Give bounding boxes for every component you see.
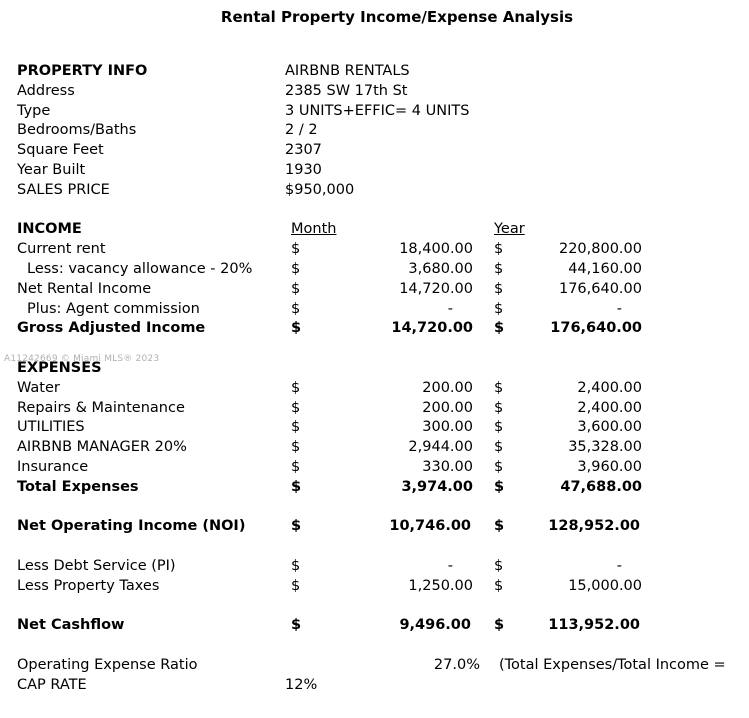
year-value: 2,400.00 [577,380,642,396]
currency-symbol: $ [494,459,504,475]
currency-symbol: $ [291,459,301,475]
month-value: 2,944.00 [408,439,473,455]
sales-price-label: SALES PRICE [17,182,110,198]
bedrooms-baths-value: 2 / 2 [285,122,318,138]
opex-ratio-label: Operating Expense Ratio [17,657,198,673]
currency-symbol: $ [291,261,301,277]
month-value: 3,974.00 [401,479,473,495]
currency-symbol: $ [494,241,504,257]
currency-symbol: $ [494,320,505,336]
currency-symbol: $ [291,578,301,594]
row-label: UTILITIES [17,419,85,435]
currency-symbol: $ [291,281,301,297]
row-label: Total Expenses [17,479,139,495]
month-value: 300.00 [422,419,473,435]
property-info-heading: PROPERTY INFO [17,63,148,79]
currency-symbol: $ [291,439,301,455]
year-value: 44,160.00 [568,261,642,277]
currency-symbol: $ [494,439,504,455]
row-label: Less Debt Service (PI) [17,558,176,574]
mls-watermark: A11242669 © Miami MLS® 2023 [4,354,160,364]
year-value: 220,800.00 [558,241,642,257]
year-built-value: 1930 [285,162,322,178]
year-built-label: Year Built [17,162,86,178]
row-label: Water [17,380,60,396]
opex-ratio-value: 27.0% [433,657,480,673]
month-value: - [447,301,453,317]
currency-symbol: $ [291,419,301,435]
bedrooms-baths-label: Bedrooms/Baths [17,122,137,138]
month-value: 9,496.00 [399,617,471,633]
year-column-header: Year [494,221,525,237]
row-label: Less Property Taxes [17,578,160,594]
month-value: 200.00 [422,400,473,416]
row-label: Current rent [17,241,106,257]
month-value: 200.00 [422,380,473,396]
month-value: 14,720.00 [391,320,473,336]
month-value: 10,746.00 [389,518,471,534]
currency-symbol: $ [494,419,504,435]
year-value: 15,000.00 [568,578,642,594]
year-value: 47,688.00 [560,479,642,495]
row-label: Less: vacancy allowance - 20% [27,261,253,277]
year-value: - [616,558,622,574]
expenses-heading: EXPENSES [17,360,102,376]
row-label: Repairs & Maintenance [17,400,185,416]
month-value: 330.00 [422,459,473,475]
income-heading: INCOME [17,221,82,237]
year-value: 176,640.00 [558,281,642,297]
currency-symbol: $ [494,617,505,633]
year-value: 113,952.00 [548,617,640,633]
currency-symbol: $ [494,281,504,297]
year-value: 176,640.00 [550,320,642,336]
row-label: Net Operating Income (NOI) [17,518,246,534]
currency-symbol: $ [291,479,302,495]
year-value: 2,400.00 [577,400,642,416]
month-column-header: Month [291,221,337,237]
row-label: Plus: Agent commission [27,301,200,317]
opex-ratio-note: (Total Expenses/Total Income = [499,657,726,673]
month-value: - [447,558,453,574]
month-value: 14,720.00 [399,281,473,297]
year-value: 35,328.00 [568,439,642,455]
cap-rate-value: 12% [285,677,318,693]
currency-symbol: $ [494,400,504,416]
currency-symbol: $ [291,558,301,574]
currency-symbol: $ [494,518,505,534]
month-value: 3,680.00 [408,261,473,277]
square-feet-value: 2307 [285,142,322,158]
cap-rate-label: CAP RATE [17,677,87,693]
month-value: 1,250.00 [408,578,473,594]
currency-symbol: $ [494,301,504,317]
currency-symbol: $ [494,380,504,396]
row-label: Net Rental Income [17,281,152,297]
year-value: - [616,301,622,317]
row-label: Net Cashflow [17,617,125,633]
currency-symbol: $ [291,241,301,257]
currency-symbol: $ [291,400,301,416]
type-value: 3 UNITS+EFFIC= 4 UNITS [285,103,470,119]
year-value: 3,960.00 [577,459,642,475]
year-value: 128,952.00 [548,518,640,534]
page-title: Rental Property Income/Expense Analysis [220,8,574,26]
year-value: 3,600.00 [577,419,642,435]
address-label: Address [17,83,75,99]
row-label: Gross Adjusted Income [17,320,206,336]
month-value: 18,400.00 [399,241,473,257]
currency-symbol: $ [291,518,302,534]
currency-symbol: $ [494,479,505,495]
address-value: 2385 SW 17th St [285,83,408,99]
currency-symbol: $ [494,261,504,277]
currency-symbol: $ [291,320,302,336]
currency-symbol: $ [291,301,301,317]
type-label: Type [17,103,51,119]
currency-symbol: $ [494,578,504,594]
currency-symbol: $ [291,380,301,396]
square-feet-label: Square Feet [17,142,104,158]
property-name: AIRBNB RENTALS [285,63,410,79]
row-label: AIRBNB MANAGER 20% [17,439,187,455]
currency-symbol: $ [494,558,504,574]
sales-price-value: $950,000 [285,182,355,198]
currency-symbol: $ [291,617,302,633]
row-label: Insurance [17,459,89,475]
